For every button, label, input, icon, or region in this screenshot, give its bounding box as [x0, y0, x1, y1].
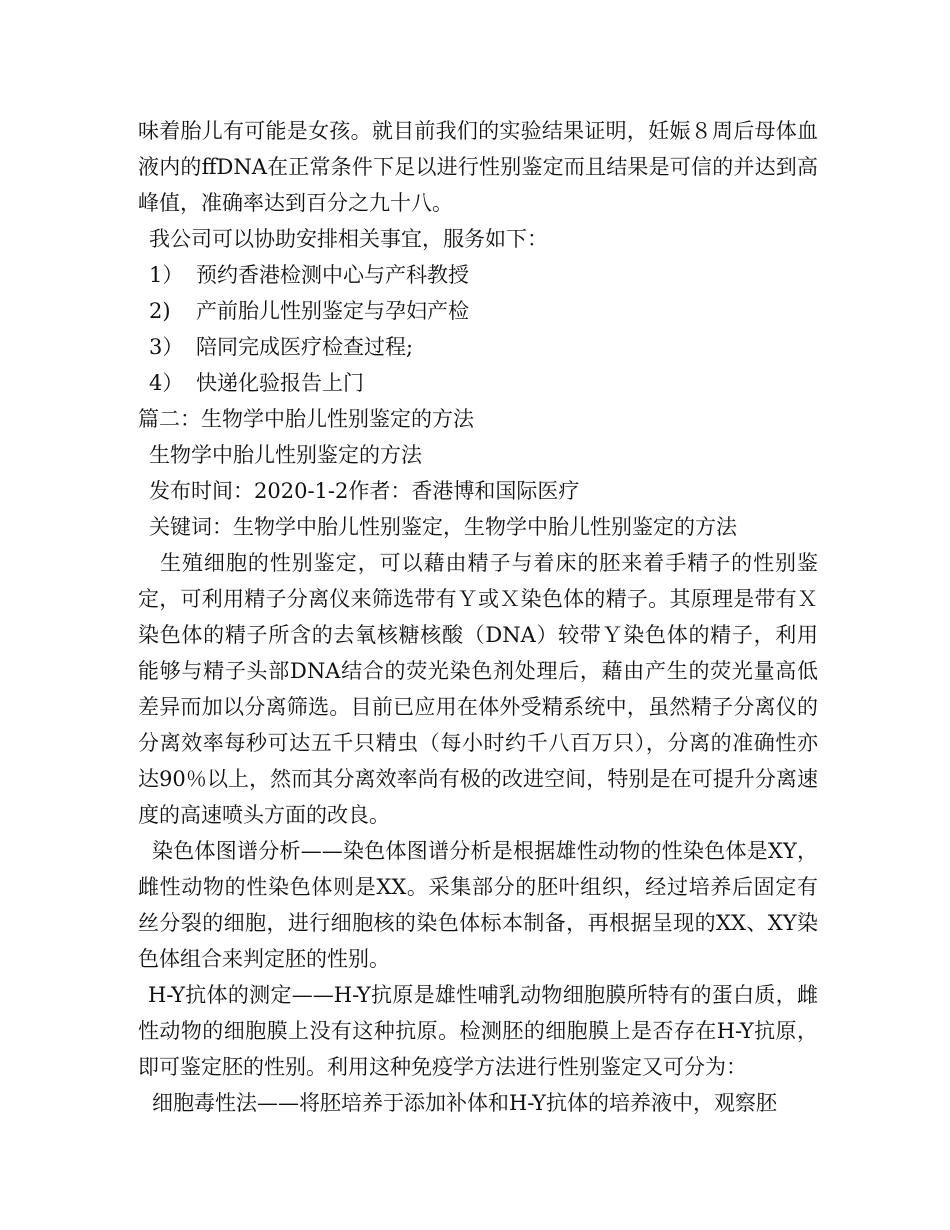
services-intro: 我公司可以协助安排相关事宜，服务如下：: [149, 227, 548, 251]
paragraph-intro-continued: 味着胎儿有可能是女孩。就目前我们的实验结果证明，妊娠８周后母体血液内的ffDNA在正常条件下足以进行性别鉴定而且结果是可信的并达到高峰值，准确率达到百分之九十八。: [138, 119, 818, 215]
list-item-number: 2): [149, 299, 171, 323]
paragraph-hy-antibody: H-Y抗体的测定——H-Y抗原是雄性哺乳动物细胞膜所特有的蛋白质，雌性动物的细胞膜上没有这种抗原。检测胚的细胞膜上是否存在H-Y抗原，即可鉴定胚的性别。利用这种免疫学方法进行性别鉴定又可分为：: [138, 983, 818, 1079]
list-item-text: 产前胎儿性别鉴定与孕妇产检: [196, 299, 469, 323]
paragraph-cytotoxicity: 细胞毒性法——将胚培养于添加补体和H-Y抗体的培养液中，观察胚: [152, 1091, 777, 1115]
article-title: 生物学中胎儿性别鉴定的方法: [149, 443, 422, 467]
list-item-text: 预约香港检测中心与产科教授: [196, 263, 469, 287]
part-heading: 篇二：生物学中胎儿性别鉴定的方法: [138, 407, 474, 431]
list-item-number: 1）: [149, 263, 184, 287]
publish-info: 发布时间：2020-1-2作者：香港博和国际医疗: [149, 479, 580, 503]
document-body: [138, 113, 818, 1121]
paragraph-germ-cell-sexing: 生殖细胞的性别鉴定，可以藉由精子与着床的胚来着手精子的性别鉴定，可利用精子分离仪来筛选带有Ｙ或Ｘ染色体的精子。其原理是带有Ｘ染色体的精子所含的去氧核糖核酸（DNA）较带Ｙ染色体的精子，利用能够与精子头部DNA结合的荧光染色剂处理后，藉由产生的荧光量高低差异而加以分离筛选。目前已应用在体外受精系统中，虽然精子分离仪的分离效率每秒可达五千只精虫（每小时约千八百万只），分离的准确性亦达90％以上，然而其分离效率尚有极的改进空间，特别是在可提升分离速度的高速喷头方面的改良。: [138, 551, 818, 827]
list-item: [138, 293, 818, 329]
list-item: [138, 365, 818, 401]
list-item-number: 4）: [149, 371, 184, 395]
list-item: [138, 329, 818, 365]
keywords-line: 关键词：生物学中胎儿性别鉴定，生物学中胎儿性别鉴定的方法: [149, 515, 737, 539]
list-item: [138, 257, 818, 293]
list-item-number: 3）: [149, 335, 184, 359]
paragraph-karyotype-analysis: 染色体图谱分析——染色体图谱分析是根据雄性动物的性染色体是XY，雌性动物的性染色体则是XX。采集部分的胚叶组织，经过培养后固定有丝分裂的细胞，进行细胞核的染色体标本制备，再根据呈现的XX、XY染色体组合来判定胚的性别。: [138, 839, 818, 971]
list-item-text: 快递化验报告上门: [196, 371, 364, 395]
list-item-text: 陪同完成医疗检查过程;: [196, 335, 414, 359]
